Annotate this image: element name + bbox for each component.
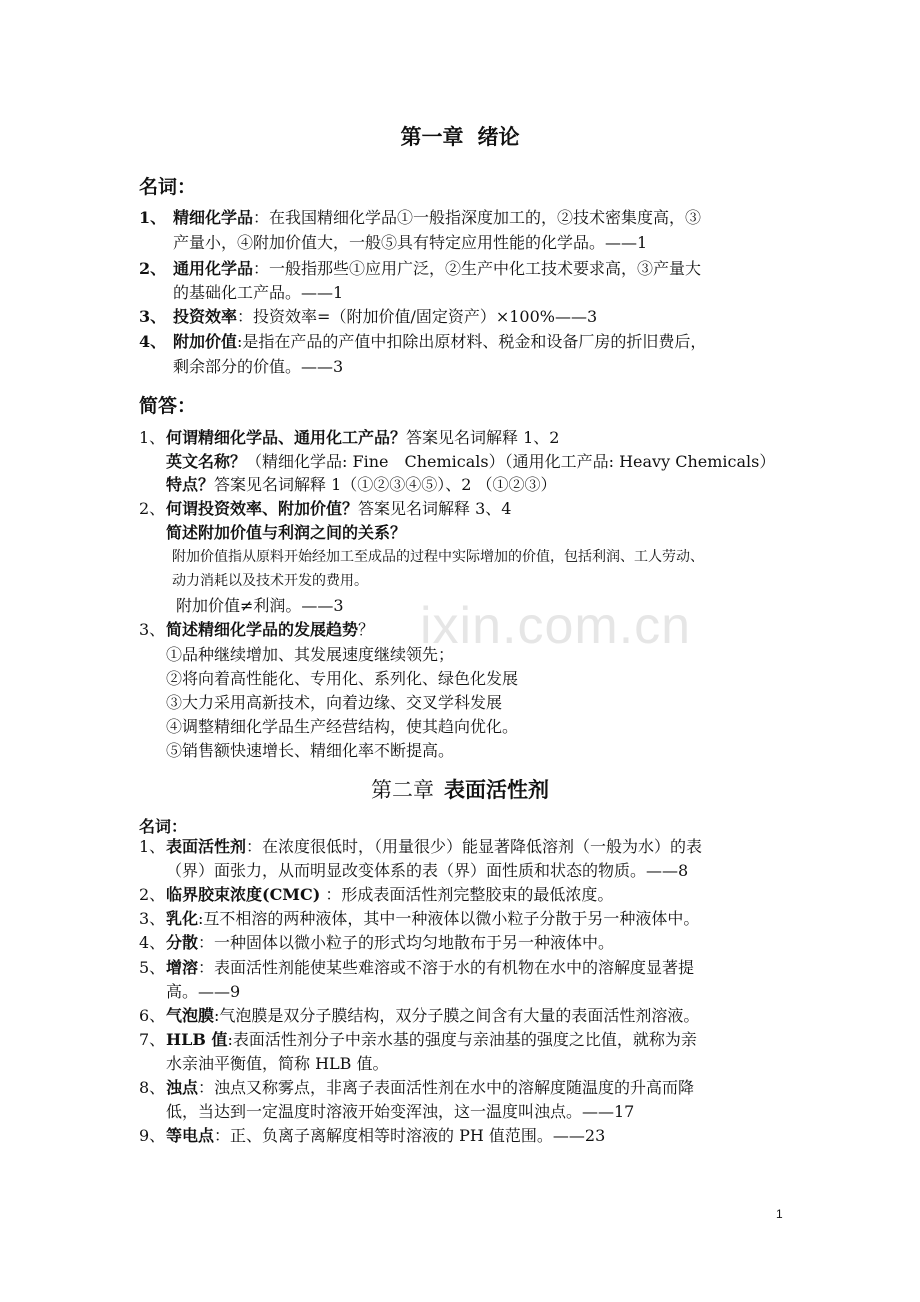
ch2-term-1: 1、表面活性剂：在浓度很低时，（用量很少）能显著降低溶剂（一般为水）的表 bbox=[139, 837, 703, 856]
qa-3-item-5: ⑤销售额快速增长、精细化率不断提高。 bbox=[166, 741, 455, 760]
qa-3: 3、简述精细化学品的发展趋势？ bbox=[139, 620, 375, 639]
ch1-term-1: 1、 精细化学品：在我国精细化学品①一般指深度加工的，②技术密集度高，③ bbox=[139, 208, 702, 227]
qa-1-features: 特点？答案见名词解释 1（①②③④⑤）、2 （①②③） bbox=[166, 475, 557, 494]
qa-2-sub-question: 简述附加价值与利润之间的关系？ bbox=[166, 523, 407, 542]
ch1-term-2-cont: 的基础化工产品。——1 bbox=[173, 283, 344, 302]
ch2-term-6: 6、气泡膜:气泡膜是双分子膜结构，双分子膜之间含有大量的表面活性剂溶液。 bbox=[139, 1006, 700, 1025]
ch2-term-3: 3、乳化:互不相溶的两种液体，其中一种液体以微小粒子分散于另一种液体中。 bbox=[139, 909, 700, 928]
qa-1: 1、何谓精细化学品、通用化工产品？答案见名词解释 1、2 bbox=[139, 428, 560, 447]
ch1-term-3: 3、 投资效率：投资效率=（附加价值/固定资产）×100%——3 bbox=[139, 307, 598, 326]
ch2-term-5-cont: 高。——9 bbox=[166, 982, 241, 1001]
ch2-term-7: 7、HLB 值:表面活性剂分子中亲水基的强度与亲油基的强度之比值，就称为亲 bbox=[139, 1030, 697, 1049]
ch2-term-9: 9、等电点：正、负离子离解度相等时溶液的 PH 值范围。——23 bbox=[139, 1126, 606, 1145]
chapter1-terms-heading: 名词： bbox=[139, 176, 197, 198]
qa-2-sub-answer-2: 动力消耗以及技术开发的费用。 bbox=[172, 573, 368, 589]
qa-3-item-2: ②将向着高性能化、专用化、系列化、绿色化发展 bbox=[166, 669, 519, 688]
ch1-term-4-cont: 剩余部分的价值。——3 bbox=[173, 357, 344, 376]
chapter1-qa-heading: 简答： bbox=[139, 395, 197, 417]
ch1-term-2: 2、 通用化学品：一般指那些①应用广泛，②生产中化工技术要求高，③产量大 bbox=[139, 259, 702, 278]
qa-2-sub-answer-3: 附加价值≠利润。——3 bbox=[176, 596, 344, 615]
chapter2-title: 第二章 表面活性剂 bbox=[371, 777, 549, 802]
ch2-term-8: 8、浊点：浊点又称雾点，非离子表面活性剂在水中的溶解度随温度的升高而降 bbox=[139, 1078, 695, 1097]
ch1-term-1-cont: 产量小，④附加价值大，一般⑤具有特定应用性能的化学品。——1 bbox=[173, 233, 648, 252]
qa-3-item-4: ④调整精细化学品生产经营结构，使其趋向优化。 bbox=[166, 717, 519, 736]
watermark: ixin.com.cn bbox=[420, 597, 692, 655]
chapter1-title: 第一章 绪论 bbox=[400, 124, 520, 149]
qa-3-item-3: ③大力采用高新技术，向着边缘、交叉学科发展 bbox=[166, 693, 503, 712]
ch2-term-8-cont: 低，当达到一定温度时溶液开始变浑浊，这一温度叫浊点。——17 bbox=[166, 1102, 635, 1121]
chapter2-terms-heading: 名词： bbox=[139, 817, 188, 836]
page-number: 1 bbox=[776, 1207, 783, 1221]
qa-1-english-names: 英文名称？（精细化学品: Fine Chemicals）（通用化工产品: Heavy Chemicals） bbox=[166, 452, 776, 471]
qa-3-item-1: ①品种继续增加、其发展速度继续领先； bbox=[166, 645, 455, 664]
ch1-term-4: 4、 附加价值:是指在产品的产值中扣除出原材料、税金和设备厂房的折旧费后， bbox=[139, 332, 707, 351]
ch2-term-2: 2、临界胶束浓度(CMC) ：形成表面活性剂完整胶束的最低浓度。 bbox=[139, 885, 614, 904]
ch2-term-1-cont: （界）面张力，从而明显改变体系的表（界）面性质和状态的物质。——8 bbox=[166, 861, 689, 880]
ch2-term-5: 5、增溶：表面活性剂能使某些难溶或不溶于水的有机物在水中的溶解度显著提 bbox=[139, 958, 695, 977]
ch2-term-7-cont: 水亲油平衡值，简称 HLB 值。 bbox=[166, 1054, 389, 1073]
ch2-term-4: 4、分散：一种固体以微小粒子的形式均匀地散布于另一种液体中。 bbox=[139, 933, 615, 952]
qa-2-sub-answer-1: 附加价值指从原料开始经加工至成品的过程中实际增加的价值，包括利润、工人劳动、 bbox=[172, 549, 704, 565]
qa-2: 2、何谓投资效率、附加价值？答案见名词解释 3、4 bbox=[139, 499, 512, 518]
